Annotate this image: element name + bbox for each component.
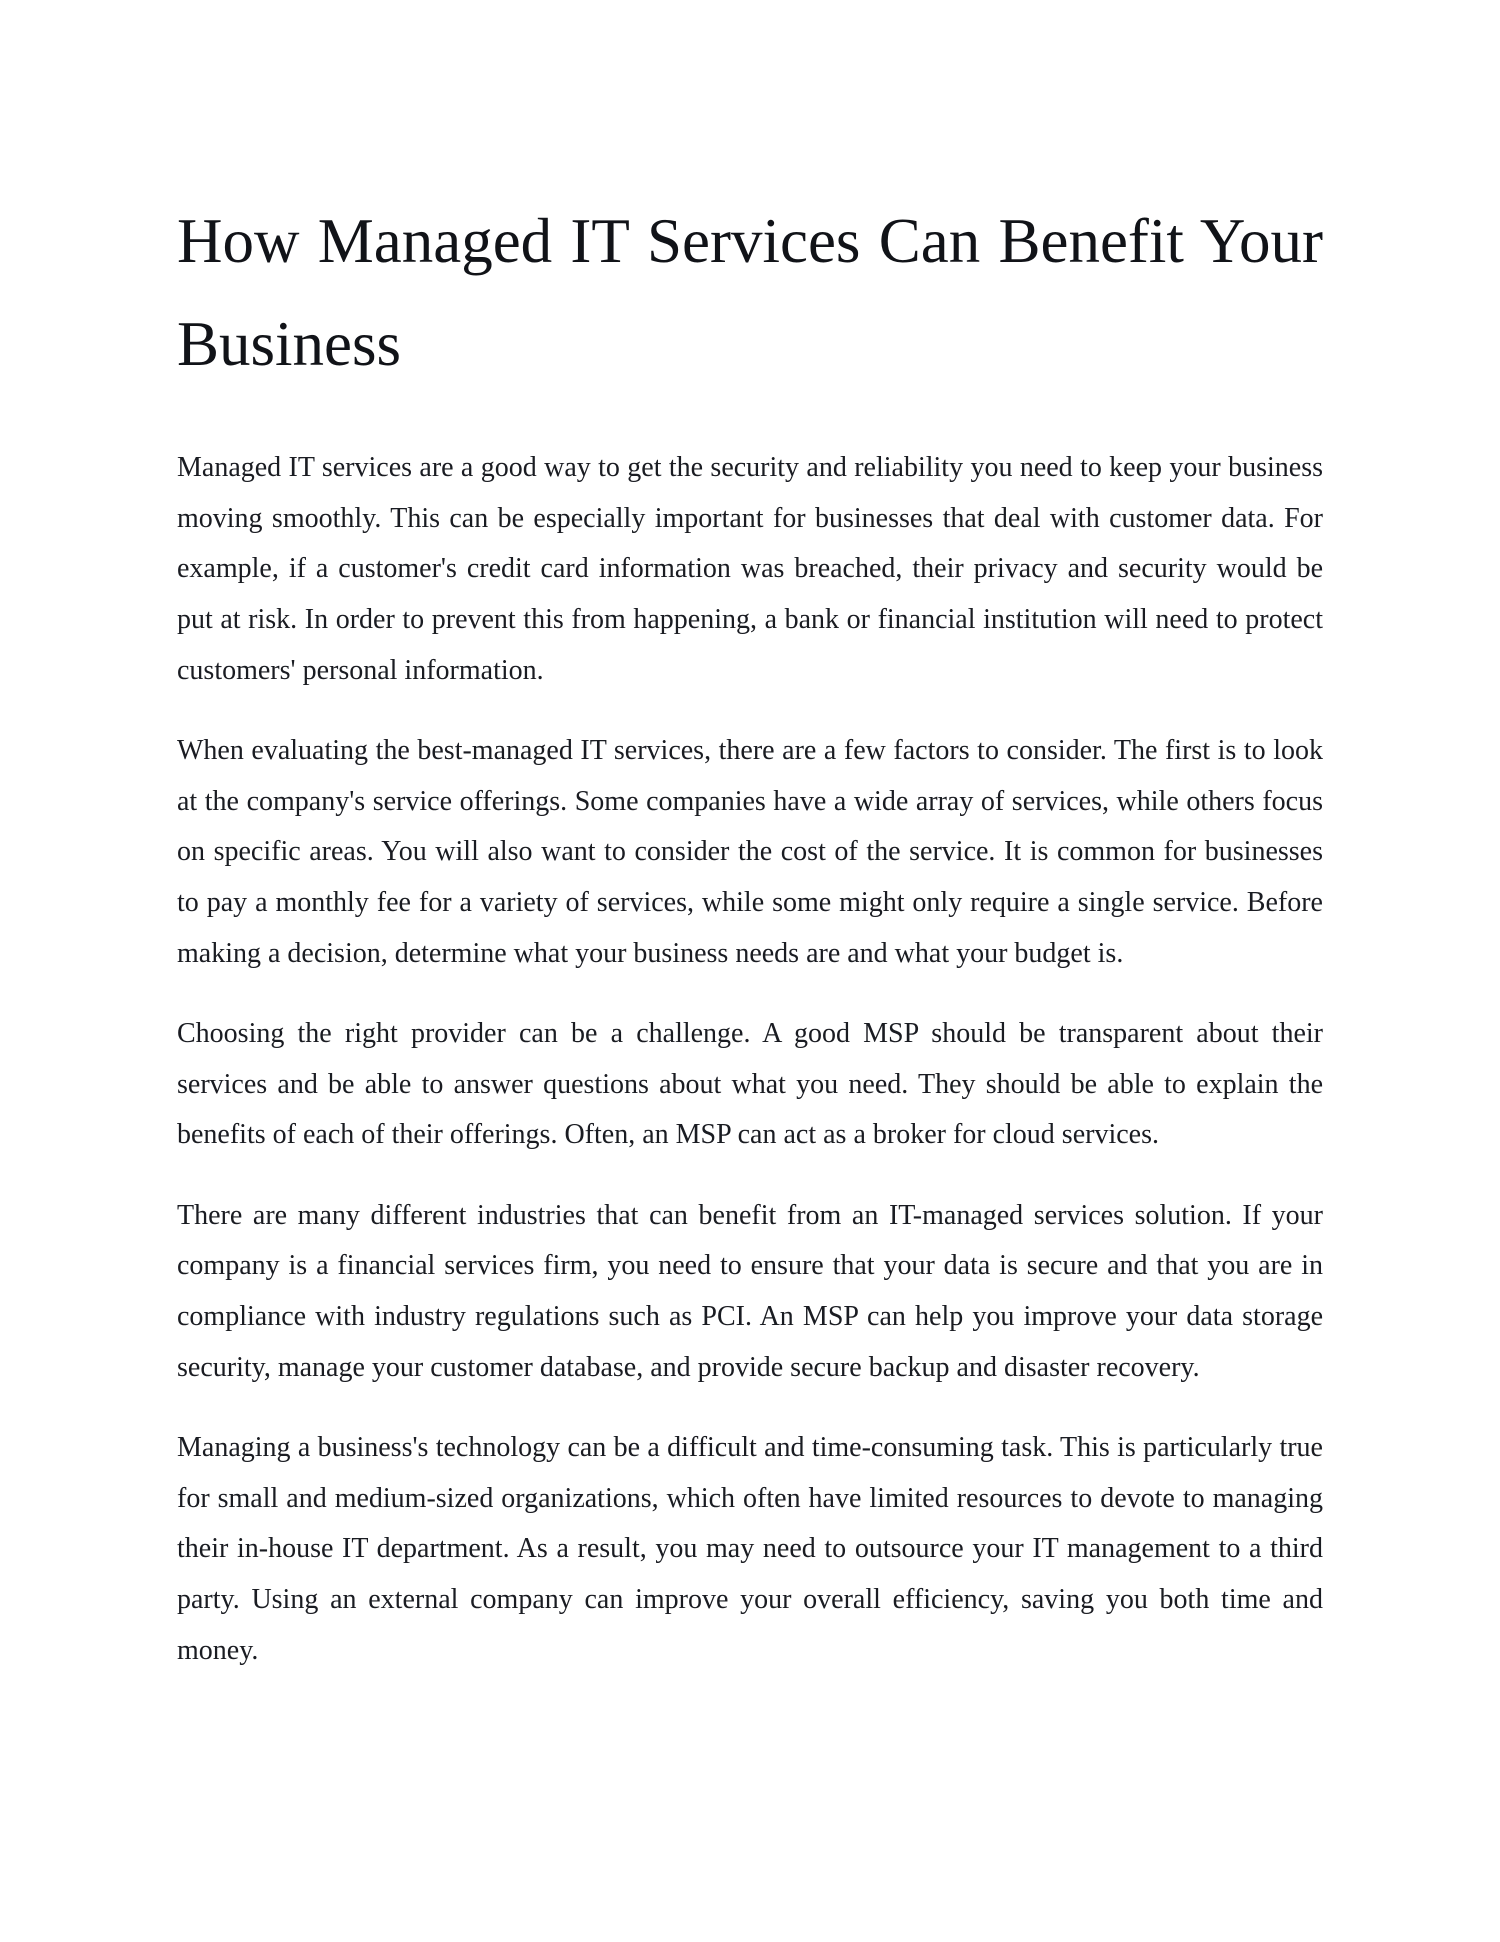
paragraph-5: Managing a business's technology can be a difficult and time-consuming task. This is particularly true for small and medium-sized organizations, which often have limited resources to devote to managing their in-house IT department. As a result, you may need to outsource your IT management to a third party. Using an external company can improve your overall efficiency, saving you both time and money. xyxy=(177,1431,1323,1666)
document-title: How Managed IT Services Can Benefit Your Business xyxy=(177,206,1323,379)
paragraph-1: Managed IT services are a good way to get the security and reliability you need to keep your business moving smoothly. This can be especially important for businesses that deal with customer data. For example, if a customer's credit card information was breached, their privacy and security would be put at risk. In order to prevent this from happening, a bank or financial institution will need to protect customers' personal information. xyxy=(177,452,1323,686)
paragraph-3: Choosing the right provider can be a challenge. A good MSP should be transparent about their services and be able to answer questions about what you need. They should be able to explain the benefits of each of their offerings. Often, an MSP can act as a broker for cloud services. xyxy=(177,1018,1323,1151)
paragraph-4: There are many different industries that can benefit from an IT-managed services solution. If your company is a financial services firm, you need to ensure that your data is secure and that you are in compliance with industry regulations such as PCI. An MSP can help you improve your data storage security, manage your customer database, and provide secure backup and disaster recovery. xyxy=(177,1199,1323,1383)
paragraph-2: When evaluating the best-managed IT services, there are a few factors to consider. The first is to look at the company's service offerings. Some companies have a wide array of services, while others focus on specific areas. You will also want to consider the cost of the service. It is common for businesses to pay a monthly fee for a variety of services, while some might only require a single service. Before making a decision, determine what your business needs are and what your budget is. xyxy=(177,735,1323,969)
document-page xyxy=(177,190,1323,1676)
